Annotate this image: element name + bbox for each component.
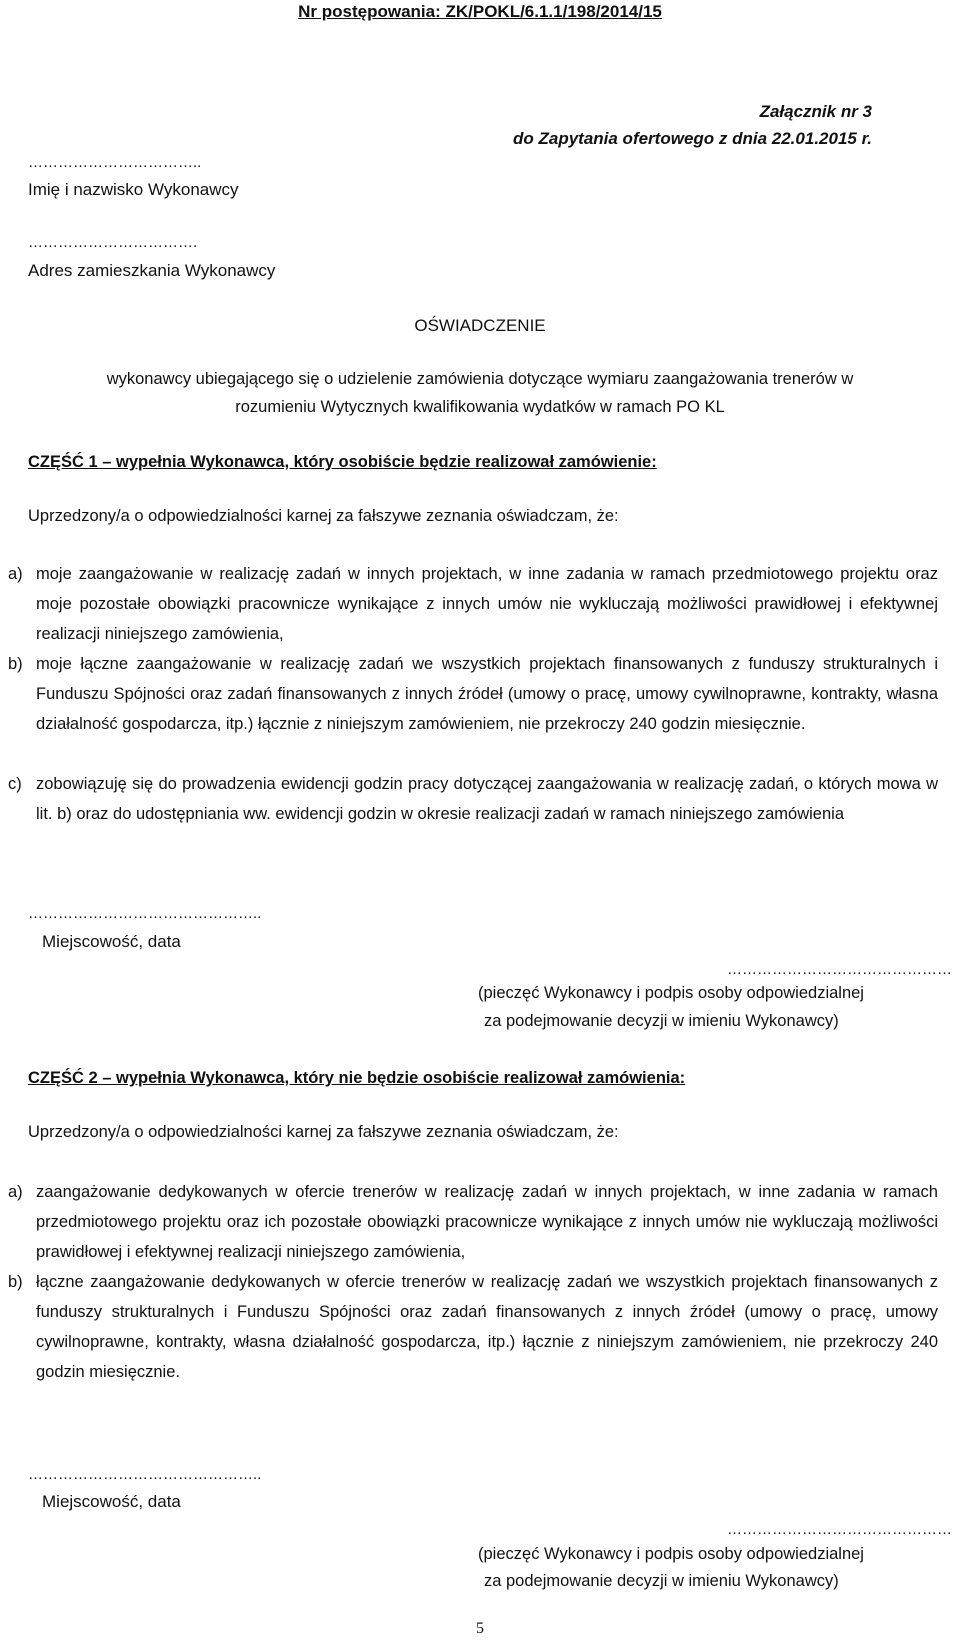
list-marker: b) [8,655,23,673]
part2-item-b [8,1267,938,1387]
part1-signature-caption-line1: (pieczęć Wykonawcy i podpis osoby odpowiedzialnej [478,984,864,1002]
list-item-text: moje łączne zaangażowanie w realizację zadań we wszystkich projektach finansowanych z funduszy strukturalnych i Funduszu Spójności oraz zadań finansowanych z innych źródeł (umowy o pracę, umowy cywilnoprawne, kontrakty, własna działalność gospodarcza, itp.) łącznie z niniejszym zamówieniem, nie przekroczy 240 godzin miesięcznie. [36,655,938,733]
part2-heading: CZĘŚĆ 2 – wypełnia Wykonawca, który nie będzie osobiście realizował zamówienia: [28,1069,686,1087]
part1-place-label: Miejscowość, data [42,932,181,951]
part1-item-c [8,769,938,829]
part2-signature-caption-line2: za podejmowanie decyzji w imieniu Wykonawcy) [484,1572,839,1590]
name-dotted-line: …………………………….. [28,154,202,171]
declaration-subtitle-line1: wykonawcy ubiegającego się o udzielenie zamówienia dotyczące wymiaru zaangażowania trenerów w [106,370,854,388]
list-item-text: zobowiązuję się do prowadzenia ewidencji godzin pracy dotyczącej zaangażowania w realizację zadań, o których mowa w lit. b) oraz do udostępniania ww. ewidencji godzin w okresie realizacji zadań w ramach niniejszego zamówienia [36,775,938,823]
part1-heading: CZĘŚĆ 1 – wypełnia Wykonawca, który osobiście będzie realizował zamówienie: [28,453,657,471]
part1-item-b [8,649,938,739]
page-number: 5 [476,1620,484,1637]
procedure-number: Nr postępowania: ZK/POKL/6.1.1/198/2014/15 [298,2,662,21]
annex-reference: do Zapytania ofertowego z dnia 22.01.2015 r. [512,129,872,148]
annex-label [513,98,872,152]
list-item-text: moje zaangażowanie w realizację zadań w innych projektach, w inne zadania w ramach przedmiotowego projektu oraz moje pozostałe obowiązki pracownicze wynikające z innych umów nie wykluczają możliwości prawidłowej i efektywnej realizacji niniejszego zamówienia, [36,565,938,643]
declaration-title: OŚWIADCZENIE [414,316,546,335]
list-marker: c) [8,775,22,793]
name-label: Imię i nazwisko Wykonawcy [28,180,239,199]
part1-place-dotted-line: ……………………………………….. [28,905,262,922]
part2-intro: Uprzedzony/a o odpowiedzialności karnej za fałszywe zeznania oświadczam, że: [28,1123,619,1141]
part2-place-label: Miejscowość, data [42,1492,181,1511]
part1-intro: Uprzedzony/a o odpowiedzialności karnej za fałszywe zeznania oświadczam, że: [28,507,619,525]
part1-signature-caption-line2: za podejmowanie decyzji w imieniu Wykonawcy) [484,1012,839,1030]
address-label: Adres zamieszkania Wykonawcy [28,261,276,280]
list-item-text: zaangażowanie dedykowanych w ofercie trenerów w realizację zadań w innych projektach, w inne zadania w ramach przedmiotowego projektu oraz ich pozostałe obowiązki pracownicze wynikające z innych umów nie wykluczają możliwości prawidłowej i efektywnej realizacji niniejszego zamówienia, [36,1183,938,1261]
part2-signature-dotted-line: ……………………………………… [727,1521,952,1538]
part1-signature-dotted-line: ……………………………………… [727,961,952,978]
annex-number: Załącznik nr 3 [759,102,872,121]
declaration-subtitle-line2: rozumieniu Wytycznych kwalifikowania wydatków w ramach PO KL [235,398,725,416]
list-marker: a) [8,565,23,583]
address-dotted-line: ……………………………. [28,234,198,251]
part2-signature-caption-line1: (pieczęć Wykonawcy i podpis osoby odpowiedzialnej [478,1545,864,1563]
part1-item-a [8,559,938,649]
list-item-text: łączne zaangażowanie dedykowanych w ofercie trenerów w realizację zadań we wszystkich projektach finansowanych z funduszy strukturalnych i Funduszu Spójności oraz zadań finansowanych z innych źródeł (umowy o pracę, umowy cywilnoprawne, kontrakty, własna działalność gospodarcza, itp.) łącznie z niniejszym zamówieniem, nie przekroczy 240 godzin miesięcznie. [36,1273,938,1381]
list-marker: b) [8,1273,23,1291]
part2-item-a [8,1177,938,1267]
part2-place-dotted-line: ……………………………………….. [28,1466,262,1483]
list-marker: a) [8,1183,23,1201]
